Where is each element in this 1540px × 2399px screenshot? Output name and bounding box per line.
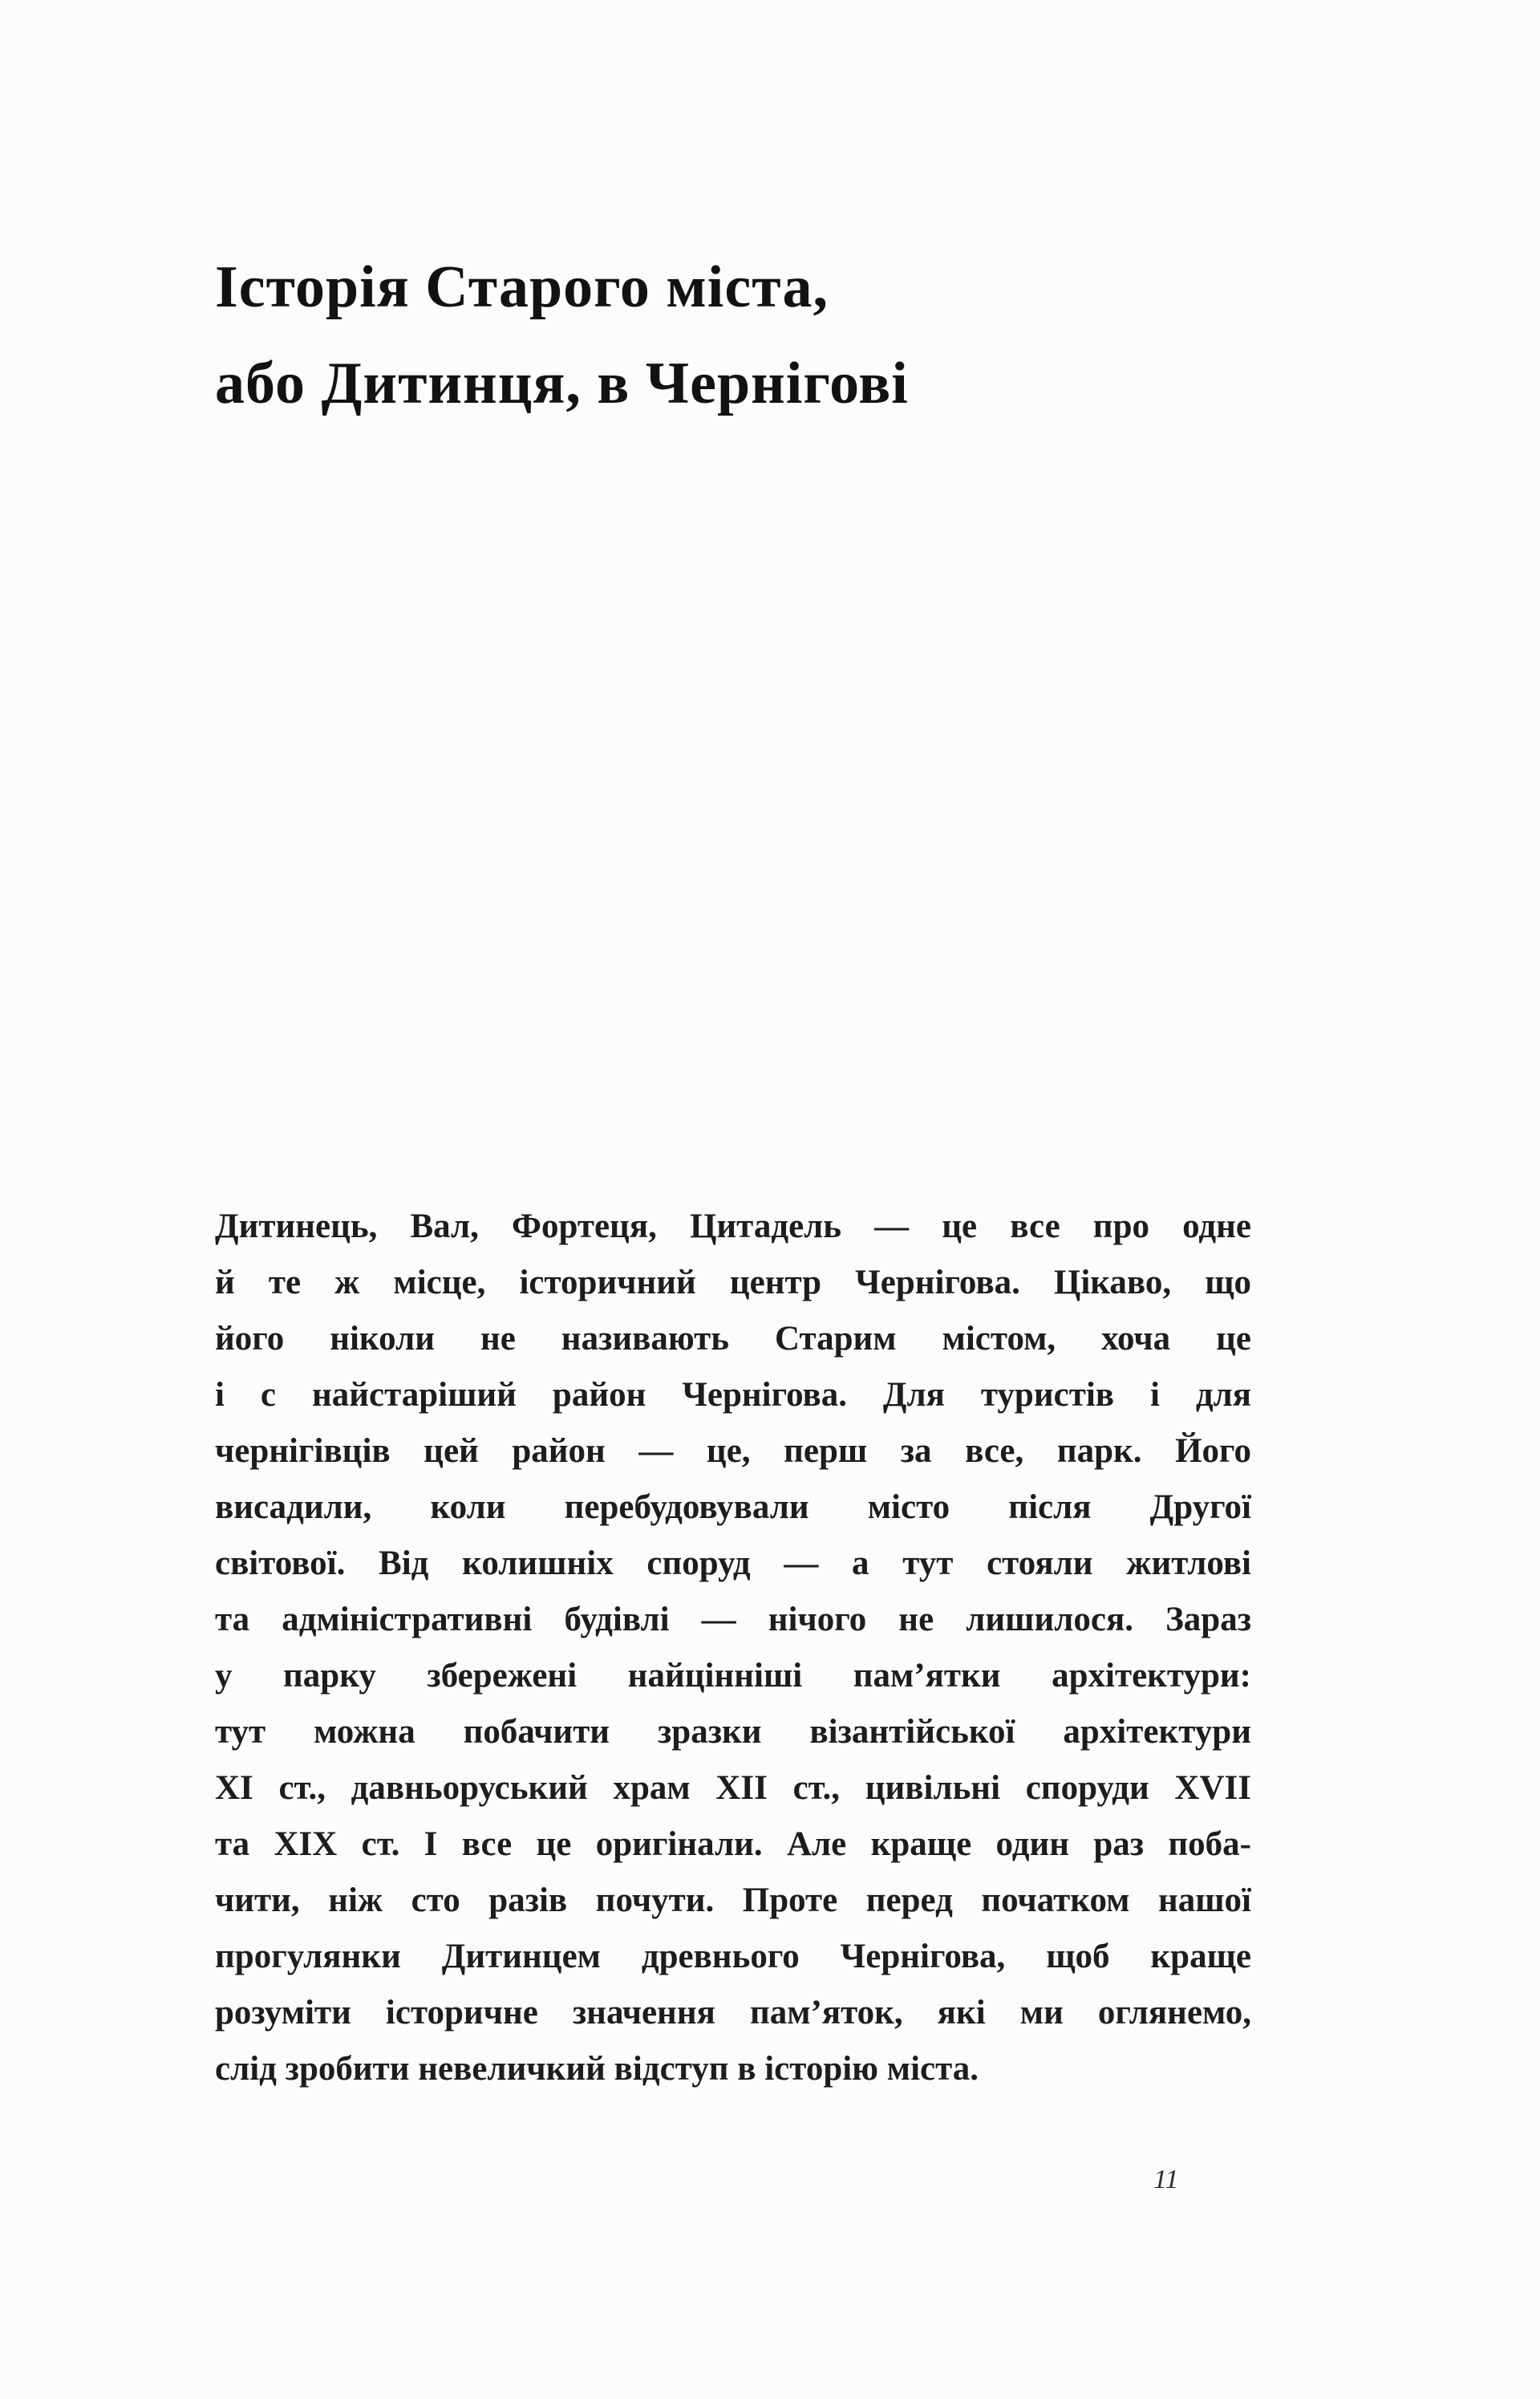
paragraph-line: тут можна побачити зразки візантійської архітектури [215, 1713, 1251, 1751]
paragraph-line: і с найстаріший район Чернігова. Для туристів і для [215, 1376, 1251, 1414]
paragraph-line: прогулянки Дитинцем древнього Чернігова, щоб краще [215, 1938, 1251, 1975]
paragraph-line: у парку збережені найцінніші пам’ятки архітектури: [215, 1657, 1251, 1695]
paragraph-line: та адміністративні будівлі — нічого не лишилося. Зараз [215, 1601, 1251, 1638]
paragraph-line: його ніколи не називають Старим містом, хоча це [215, 1320, 1251, 1358]
chapter-title-line-1: Історія Старого міста, [215, 254, 829, 320]
page-number: 11 [1153, 2165, 1179, 2194]
paragraph-line: Дитинець, Вал, Фортеця, Цитадель — це все про одне [215, 1208, 1251, 1245]
paragraph-line: слід зробити невеличкий відступ в історію міста. [215, 2050, 979, 2088]
paragraph-line: чернігівців цей район — це, перш за все, парк. Його [215, 1432, 1251, 1470]
paragraph-line: чити, ніж сто разів почути. Проте перед початком нашої [215, 1881, 1251, 1919]
paragraph-line: розуміти історичне значення пам’яток, які ми оглянемо, [215, 1994, 1251, 2032]
chapter-title-line-2: або Дитинця, в Чернігові [215, 351, 909, 416]
paragraph-line: світової. Від колишніх споруд — а тут стояли житлові [215, 1545, 1251, 1582]
chapter-paragraph [215, 1199, 1251, 2097]
paragraph-line: висадили, коли перебудовували місто після Другої [215, 1488, 1251, 1526]
paragraph-line: XI ст., давньоруський храм XII ст., цивільні споруди XVII [215, 1769, 1251, 1807]
chapter-title [215, 239, 909, 432]
paragraph-line: й те ж місце, історичний центр Чернігова. Цікаво, що [215, 1264, 1251, 1301]
paragraph-line: та XIX ст. І все це оригінали. Але краще один раз поба- [215, 1825, 1251, 1863]
